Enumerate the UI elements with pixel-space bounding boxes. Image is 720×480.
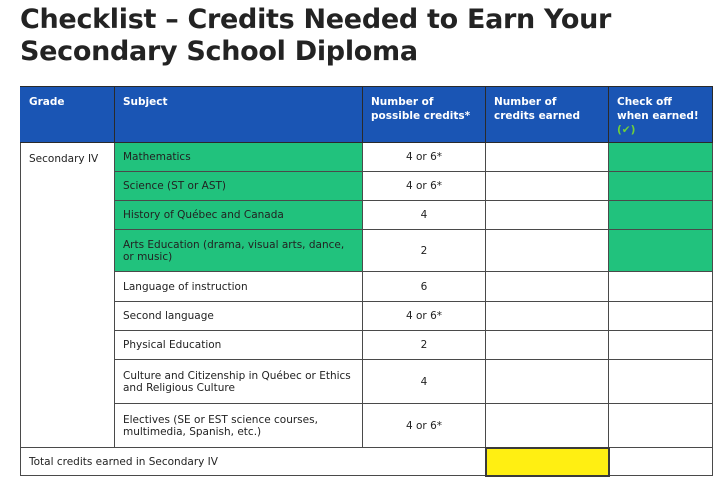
table-row bbox=[21, 272, 713, 302]
header-grade: Grade bbox=[21, 87, 115, 143]
page-title bbox=[20, 4, 710, 68]
credits-earned-field[interactable] bbox=[486, 201, 609, 230]
header-check-off bbox=[609, 87, 713, 143]
header-subject: Subject bbox=[115, 87, 363, 143]
check-off-box[interactable] bbox=[609, 230, 713, 272]
credits-earned-field[interactable] bbox=[486, 230, 609, 272]
credits-earned-field[interactable] bbox=[486, 331, 609, 360]
possible-credits-cell: 4 or 6* bbox=[363, 143, 486, 172]
possible-credits-cell: 4 bbox=[363, 360, 486, 404]
check-off-box[interactable] bbox=[609, 360, 713, 404]
table-row bbox=[21, 360, 713, 404]
check-off-box[interactable] bbox=[609, 331, 713, 360]
possible-credits-cell: 4 or 6* bbox=[363, 302, 486, 331]
header-credits-earned: Number of credits earned bbox=[486, 87, 609, 143]
table-row bbox=[21, 230, 713, 272]
table-row bbox=[21, 302, 713, 331]
credits-earned-field[interactable] bbox=[486, 302, 609, 331]
subject-cell: Language of instruction bbox=[115, 272, 363, 302]
credits-earned-field[interactable] bbox=[486, 143, 609, 172]
possible-credits-cell: 2 bbox=[363, 230, 486, 272]
check-off-box[interactable] bbox=[609, 143, 713, 172]
subject-cell: Second language bbox=[115, 302, 363, 331]
subject-cell: Physical Education bbox=[115, 331, 363, 360]
possible-credits-cell: 4 bbox=[363, 201, 486, 230]
credits-checklist-table bbox=[20, 86, 713, 477]
title-line-2: Secondary School Diploma bbox=[20, 36, 418, 67]
possible-credits-cell: 2 bbox=[363, 331, 486, 360]
table-row bbox=[21, 404, 713, 448]
table-row bbox=[21, 201, 713, 230]
total-check-off-box[interactable] bbox=[609, 448, 713, 476]
check-off-box[interactable] bbox=[609, 172, 713, 201]
header-possible-credits: Number of possible credits* bbox=[363, 87, 486, 143]
total-label: Total credits earned in Secondary IV bbox=[21, 448, 486, 476]
subject-cell: Electives (SE or EST science courses, multimedia, Spanish, etc.) bbox=[115, 404, 363, 448]
credits-earned-field[interactable] bbox=[486, 360, 609, 404]
possible-credits-cell: 4 or 6* bbox=[363, 172, 486, 201]
check-off-box[interactable] bbox=[609, 272, 713, 302]
table-header-row bbox=[21, 87, 713, 143]
total-row bbox=[21, 448, 713, 476]
table-row bbox=[21, 143, 713, 172]
subject-cell: Mathematics bbox=[115, 143, 363, 172]
subject-cell: Science (ST or AST) bbox=[115, 172, 363, 201]
check-off-box[interactable] bbox=[609, 201, 713, 230]
title-line-1: Checklist – Credits Needed to Earn Your bbox=[20, 4, 612, 35]
total-credits-field[interactable] bbox=[486, 448, 609, 476]
grade-cell: Secondary IV bbox=[21, 143, 115, 448]
credits-earned-field[interactable] bbox=[486, 172, 609, 201]
checkmark-icon: (✔) bbox=[617, 124, 636, 136]
subject-cell: History of Québec and Canada bbox=[115, 201, 363, 230]
check-off-box[interactable] bbox=[609, 404, 713, 448]
possible-credits-cell: 6 bbox=[363, 272, 486, 302]
subject-cell: Culture and Citizenship in Québec or Ethics and Religious Culture bbox=[115, 360, 363, 404]
check-off-box[interactable] bbox=[609, 302, 713, 331]
possible-credits-cell: 4 or 6* bbox=[363, 404, 486, 448]
subject-cell: Arts Education (drama, visual arts, dance, or music) bbox=[115, 230, 363, 272]
credits-earned-field[interactable] bbox=[486, 404, 609, 448]
credits-earned-field[interactable] bbox=[486, 272, 609, 302]
table-row bbox=[21, 331, 713, 360]
header-check-off-label: Check off when earned! bbox=[617, 96, 699, 122]
table-row bbox=[21, 172, 713, 201]
